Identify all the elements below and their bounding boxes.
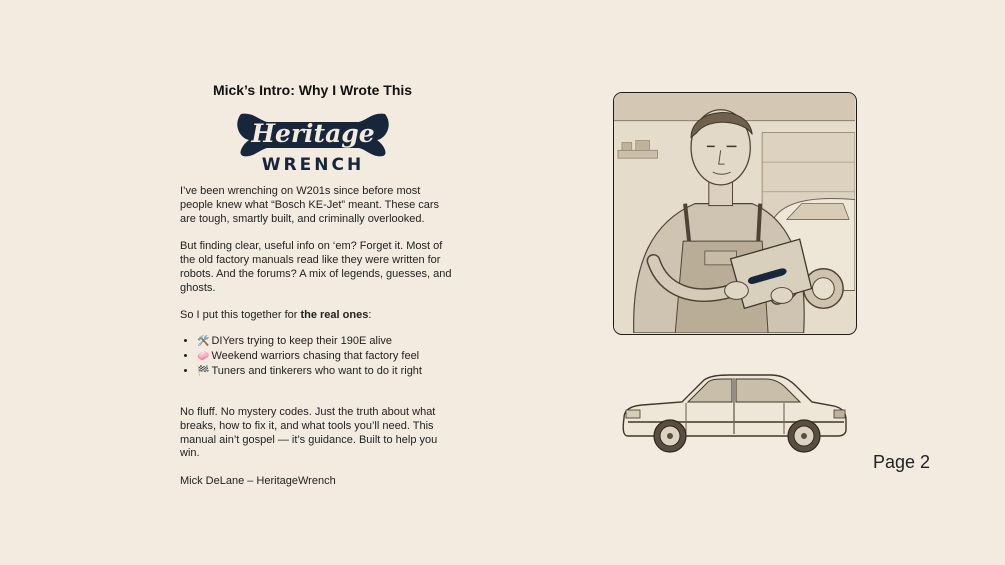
intro-paragraph-1: I’ve been wrenching on W201s since before most people knew what “Bosch KE-Jet” meant. These cars are tough, smartly built, and criminally overlooked. [180, 185, 440, 225]
mechanic-portrait [613, 92, 857, 335]
audience-list [180, 334, 452, 379]
page-number: Page 2 [873, 452, 931, 472]
list-item [197, 334, 452, 349]
logo-script-text: Heritage [251, 119, 375, 148]
list-item-text: Weekend warriors chasing that factory feel [211, 349, 420, 362]
intro-p3-prefix: So I put this together for [180, 309, 301, 322]
soap-icon: 🧼 [197, 350, 210, 362]
list-item-text: DIYers trying to keep their 190E alive [211, 334, 393, 347]
page-heading: Mick’s Intro: Why I Wrote This [212, 82, 413, 98]
intro-p3-bold: the real ones [300, 309, 369, 322]
list-item [197, 349, 452, 364]
checkered-flag-icon: 🏁 [197, 365, 210, 377]
intro-paragraph-4: No fluff. No mystery codes. Just the truth about what breaks, how to fix it, and what tools you’ll need. This manual ain’t gospel — it’s guidance. Built to help you win. [180, 405, 438, 460]
intro-p3-suffix: : [368, 309, 372, 322]
list-item-text: Tuners and tinkerers who want to do it right [211, 364, 422, 377]
mercedes-190e-sketch [620, 372, 850, 458]
heritage-wrench-logo [237, 110, 389, 174]
signature: Mick DeLane – HeritageWrench [180, 474, 336, 487]
logo-word-text: WRENCH [261, 155, 365, 174]
intro-paragraph-2: But finding clear, useful info on ‘em? Forget it. Most of the old factory manuals read like they were written for robots. And the forums? A mix of legends, guesses, and ghosts. [180, 240, 452, 294]
intro-text [180, 185, 452, 489]
intro-paragraph-3 [180, 309, 452, 323]
list-item [197, 364, 452, 379]
tools-icon: 🛠️ [197, 335, 210, 347]
